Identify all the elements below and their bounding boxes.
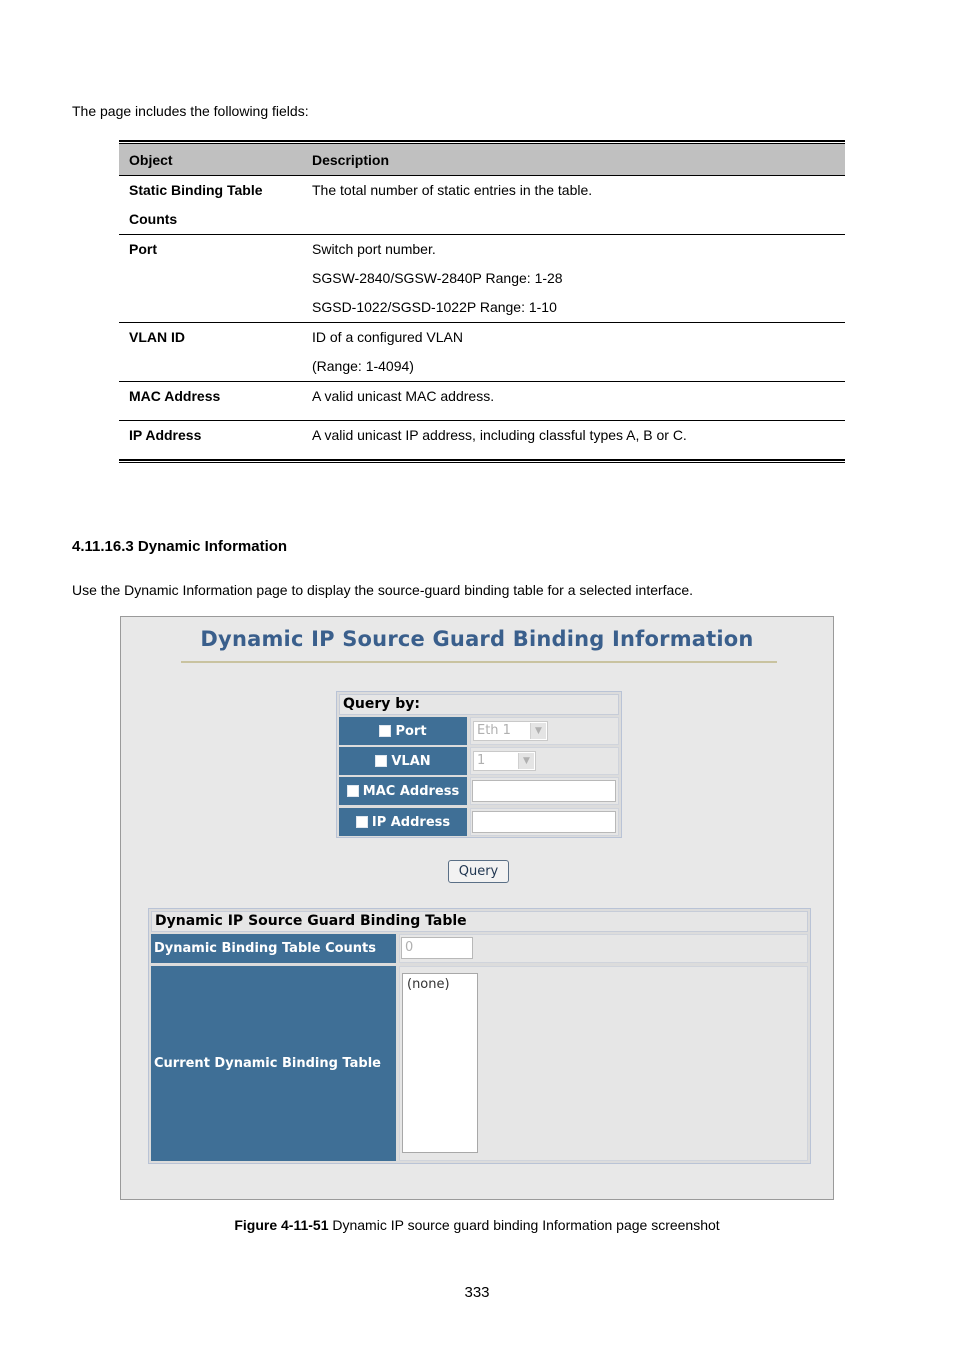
section-description: Use the Dynamic Information page to display the source-guard binding table for a selected interface. <box>72 582 694 598</box>
object-cell: Counts <box>129 211 178 227</box>
binding-table-header: Dynamic IP Source Guard Binding Table <box>151 911 808 932</box>
query-button[interactable]: Query <box>448 860 509 883</box>
description-cell: Switch port number. <box>312 241 436 257</box>
counts-value-cell <box>399 934 808 963</box>
figure-caption <box>0 1217 954 1233</box>
fields-table <box>119 140 845 463</box>
object-cell: VLAN ID <box>129 329 185 345</box>
query-row-mac <box>339 777 619 805</box>
table-row <box>119 176 845 235</box>
vlan-label-cell <box>339 747 467 775</box>
object-cell: Port <box>129 241 157 257</box>
counts-label: Dynamic Binding Table Counts <box>151 934 396 963</box>
ip-address-input[interactable] <box>472 811 616 833</box>
table-header-row <box>119 144 845 176</box>
description-cell: The total number of static entries in the table. <box>312 182 593 198</box>
description-cell: SGSD-1022/SGSD-1022P Range: 1-10 <box>312 299 557 315</box>
port-checkbox[interactable] <box>379 725 391 737</box>
vlan-label: VLAN <box>391 753 431 769</box>
page-title: Dynamic IP Source Guard Binding Information <box>200 627 754 651</box>
header-object: Object <box>129 151 173 168</box>
query-row-vlan <box>339 747 619 775</box>
binding-table-panel <box>148 908 811 1164</box>
ip-checkbox[interactable] <box>356 816 368 828</box>
query-row-port <box>339 717 619 745</box>
mac-address-input[interactable] <box>472 780 616 802</box>
description-cell: (Range: 1-4094) <box>312 358 414 374</box>
ip-label: IP Address <box>371 814 451 830</box>
vlan-select-value: 1 <box>477 753 486 768</box>
table-row <box>119 382 845 421</box>
query-row-ip <box>339 808 619 836</box>
mac-label-cell <box>339 777 467 805</box>
port-label-cell <box>339 717 467 745</box>
description-cell: SGSW-2840/SGSW-2840P Range: 1-28 <box>312 270 563 286</box>
title-underline <box>181 661 777 663</box>
figure-text: Dynamic IP source guard binding Information page screenshot <box>328 1217 720 1233</box>
page-number: 333 <box>464 1284 490 1301</box>
intro-text: The page includes the following fields: <box>72 103 309 119</box>
current-binding-listbox[interactable] <box>402 973 478 1153</box>
header-description: Description <box>312 151 390 168</box>
section-title: 4.11.16.3 Dynamic Information <box>72 538 288 555</box>
vlan-select[interactable] <box>473 751 536 771</box>
description-cell: A valid unicast MAC address. <box>312 388 495 404</box>
table-row <box>119 323 845 382</box>
ui-screenshot <box>120 616 834 1200</box>
object-cell: IP Address <box>129 427 202 443</box>
figure-label: Figure 4-11-51 <box>234 1217 329 1233</box>
query-panel <box>336 691 622 838</box>
vlan-checkbox[interactable] <box>375 755 387 767</box>
chevron-down-icon: ▼ <box>530 723 546 739</box>
mac-checkbox[interactable] <box>347 785 359 797</box>
object-cell: MAC Address <box>129 388 221 404</box>
list-item[interactable]: (none) <box>407 977 450 992</box>
current-table-label: Current Dynamic Binding Table <box>151 966 396 1161</box>
port-label: Port <box>395 723 427 739</box>
port-select-value: Eth 1 <box>477 723 511 738</box>
object-cell: Static Binding Table <box>129 182 263 198</box>
mac-label: MAC Address <box>362 783 460 799</box>
query-by-header: Query by: <box>339 694 619 715</box>
description-cell: A valid unicast IP address, including classful types A, B or C. <box>312 427 687 443</box>
counts-field[interactable]: 0 <box>401 937 473 959</box>
table-row <box>119 235 845 323</box>
description-cell: ID of a configured VLAN <box>312 329 463 345</box>
port-select[interactable] <box>473 721 548 741</box>
ip-label-cell <box>339 808 467 836</box>
current-table-cell <box>399 966 808 1161</box>
table-bottom-rule <box>119 459 845 463</box>
table-row <box>119 421 845 459</box>
chevron-down-icon: ▼ <box>518 753 534 769</box>
